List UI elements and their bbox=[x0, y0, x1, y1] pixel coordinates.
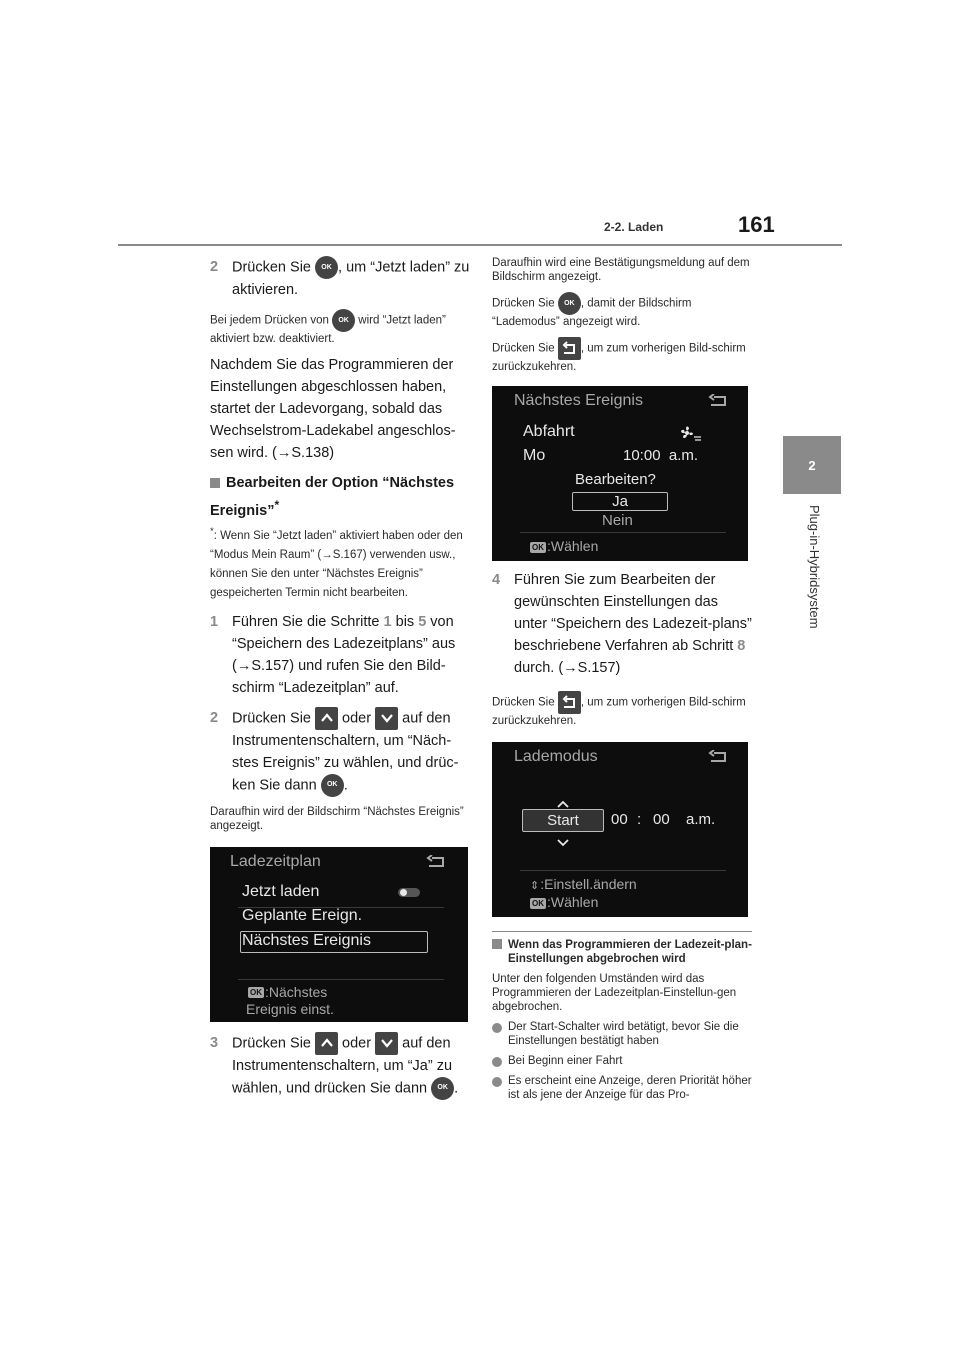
left-column bbox=[210, 256, 472, 1100]
ok-button-icon: OK bbox=[332, 309, 355, 332]
para-ok-lademodus bbox=[492, 292, 752, 329]
hint-text: :Einstell.ändern bbox=[540, 876, 637, 892]
ok-badge-icon: OK bbox=[532, 898, 544, 908]
text-fragment: Drücken Sie bbox=[232, 709, 316, 726]
option-ja-selected: Ja bbox=[572, 492, 668, 511]
note-toggle bbox=[210, 309, 472, 346]
back-icon bbox=[708, 394, 730, 413]
step-2-select bbox=[210, 707, 472, 797]
ok-badge-icon: OK bbox=[532, 542, 544, 552]
down-arrow-icon bbox=[375, 1032, 398, 1055]
divider bbox=[520, 870, 726, 871]
step-number: 3 bbox=[210, 1034, 219, 1051]
text-fragment: , um “Jetzt laden” zu aktivieren. bbox=[232, 259, 470, 298]
step-number: 4 bbox=[492, 572, 501, 588]
text-fragment: Drücken Sie bbox=[492, 342, 558, 355]
ok-button-icon: OK bbox=[431, 1077, 454, 1100]
section-title: 2-2. Laden bbox=[604, 220, 664, 234]
back-icon bbox=[426, 855, 448, 874]
text-fragment: auf den Instrumentenschaltern, um “Ja” zu wählen, und drücken Sie dann bbox=[232, 1034, 453, 1096]
note-screen: Daraufhin wird der Bildschirm “Nächstes Ereignis” angezeigt. bbox=[210, 805, 464, 832]
text-fragment: . bbox=[454, 1079, 459, 1096]
step-ref: 1 bbox=[383, 613, 392, 630]
screen-title: Ladezeitplan bbox=[230, 852, 321, 870]
screen-lademodus bbox=[492, 742, 748, 917]
mode-selector: Start bbox=[522, 809, 604, 832]
step-ref: 5 bbox=[418, 613, 427, 630]
footnote-text: : Wenn Sie “Jetzt laden” aktiviert haben oder den “Modus Mein Raum” (→S.167) verwenden usw., können Sie den unter “Nächstes Ereignis” gespeicherten Termin nicht bearbeiten. bbox=[210, 529, 463, 599]
step-text bbox=[232, 1032, 472, 1100]
step-3 bbox=[210, 1032, 472, 1100]
screen-title: Nächstes Ereignis bbox=[514, 392, 643, 409]
screen-ladezeitplan bbox=[210, 847, 468, 1022]
step-number: 2 bbox=[210, 709, 219, 726]
hint-text: :Nächstes bbox=[265, 983, 328, 1000]
footnote-marker: * bbox=[210, 525, 214, 537]
bullet-text: Es erscheint eine Anzeige, deren Priorität höher ist als jene der Anzeige für das Pro- bbox=[508, 1075, 752, 1101]
hint-line-2 bbox=[530, 894, 598, 910]
heading-text: Wenn das Programmieren der Ladezeit-plan-Einstellungen abgebrochen wird bbox=[508, 939, 752, 965]
text-fragment: Drücken Sie bbox=[232, 1034, 316, 1051]
step-text bbox=[514, 569, 752, 679]
square-bullet-icon bbox=[492, 939, 502, 949]
label-abfahrt: Abfahrt bbox=[523, 423, 575, 440]
square-bullet-icon bbox=[210, 478, 220, 488]
text-fragment: . bbox=[343, 776, 348, 793]
day-label: Mo bbox=[523, 447, 546, 464]
option-nein: Nein bbox=[602, 512, 633, 529]
text-fragment: von “Speichern des Ladezeitplans” aus (→S.157) und rufen Sie den Bild-schirm “Ladezeitplan” auf. bbox=[232, 613, 456, 696]
circle-bullet-icon bbox=[492, 1023, 502, 1033]
divider bbox=[238, 979, 444, 980]
hint-text: :Wählen bbox=[547, 894, 599, 910]
text-fragment: bis bbox=[391, 613, 419, 630]
hint-line-1 bbox=[530, 876, 637, 892]
step-1 bbox=[210, 611, 472, 699]
text-fragment: Führen Sie zum Bearbeiten der gewünschten Einstellungen das unter “Speichern des Ladezeit-plans” beschriebene Verfahren ab Schritt bbox=[514, 572, 752, 654]
step-text bbox=[232, 707, 472, 797]
para-abort: Unter den folgenden Umständen wird das Programmieren der Ladezeitplan-Einstellun-gen abgebrochen. bbox=[492, 973, 737, 1013]
step-2-activate bbox=[210, 256, 472, 301]
circle-bullet-icon bbox=[492, 1077, 502, 1087]
text-fragment: Bei jedem Drücken von bbox=[210, 314, 333, 327]
bullet-item bbox=[492, 1074, 752, 1102]
bullet-text: Der Start-Schalter wird betätigt, bevor Sie die Einstellungen bestätigt haben bbox=[508, 1021, 739, 1047]
up-arrow-icon bbox=[315, 1032, 338, 1055]
paragraph-charging: Nachdem Sie das Programmieren der Einstellungen abgeschlossen haben, startet der Ladevorgang, sobald das Wechselstrom-Ladekabel angeschlos-sen wird. (→S.138) bbox=[210, 357, 456, 461]
section-heading-2 bbox=[492, 938, 752, 966]
ampm-value: a.m. bbox=[686, 811, 716, 828]
back-icon bbox=[708, 750, 730, 769]
text-fragment: Führen Sie die Schritte bbox=[232, 613, 384, 630]
hint-line-2: Ereignis einst. bbox=[246, 1000, 334, 1017]
footnote-marker: * bbox=[274, 498, 280, 512]
menu-item-geplante: Geplante Ereign. bbox=[242, 906, 363, 924]
header-rule bbox=[118, 244, 842, 246]
minute-value: 00 bbox=[653, 811, 670, 828]
text-fragment: durch. (→S.157) bbox=[514, 660, 621, 676]
text-fragment: Drücken Sie bbox=[232, 259, 316, 276]
page-number: 161 bbox=[738, 212, 775, 237]
back-button-icon bbox=[558, 691, 581, 714]
ok-button-icon: OK bbox=[315, 256, 338, 279]
section-heading bbox=[210, 472, 472, 522]
step-ref: 8 bbox=[737, 638, 746, 654]
para-confirmation: Daraufhin wird eine Bestätigungsmeldung auf dem Bildschirm angezeigt. bbox=[492, 257, 750, 283]
time-label: 10:00 a.m. bbox=[623, 447, 699, 464]
ok-badge-icon: OK bbox=[250, 988, 262, 998]
circle-bullet-icon bbox=[492, 1057, 502, 1067]
toggle-switch bbox=[398, 888, 420, 897]
ok-button-icon: OK bbox=[558, 292, 581, 315]
chapter-tab bbox=[783, 436, 841, 494]
footnote bbox=[210, 522, 472, 603]
hint-text: :Wählen bbox=[547, 538, 599, 554]
step-text bbox=[232, 611, 472, 699]
menu-item-jetzt-laden: Jetzt laden bbox=[242, 882, 320, 900]
text-fragment: oder bbox=[338, 1034, 376, 1051]
confirm-question: Bearbeiten? bbox=[575, 471, 656, 488]
text-fragment: , um zum vorherigen Bild-schirm zurückzukehren. bbox=[492, 342, 746, 373]
right-column bbox=[492, 256, 752, 1102]
bullet-item bbox=[492, 1020, 752, 1048]
bullet-item bbox=[492, 1054, 752, 1068]
text-fragment: Drücken Sie bbox=[492, 297, 558, 310]
chevron-down-icon bbox=[556, 834, 570, 852]
heading-text: Bearbeiten der Option “Nächstes Ereignis” bbox=[210, 475, 455, 519]
screen-naechstes-ereignis bbox=[492, 386, 748, 561]
menu-item-naechstes: Nächstes Ereignis bbox=[242, 931, 371, 949]
para-back-2 bbox=[492, 691, 752, 728]
toggle-knob bbox=[400, 889, 407, 896]
hint-line-1 bbox=[248, 984, 327, 1000]
step-number: 1 bbox=[210, 613, 219, 630]
bullet-text: Bei Beginn einer Fahrt bbox=[508, 1055, 623, 1067]
climate-fan-icon bbox=[678, 424, 702, 447]
down-arrow-icon bbox=[375, 707, 398, 730]
step-number: 2 bbox=[210, 259, 219, 275]
up-arrow-icon bbox=[315, 707, 338, 730]
screen-title: Lademodus bbox=[514, 748, 598, 765]
para-back bbox=[492, 337, 752, 374]
chapter-number: 2 bbox=[808, 457, 816, 473]
hour-value: 00 bbox=[611, 811, 628, 828]
divider bbox=[520, 532, 726, 533]
step-text bbox=[232, 256, 472, 301]
step-4 bbox=[492, 569, 752, 679]
back-button-icon bbox=[558, 337, 581, 360]
chapter-title: Plug-in-Hybridsystem bbox=[807, 505, 822, 629]
text-fragment: , um zum vorherigen Bild-schirm zurückzukehren. bbox=[492, 696, 746, 727]
time-separator: : bbox=[637, 811, 642, 828]
text-fragment: , damit der Bildschirm “Lademodus” angezeigt wird. bbox=[492, 297, 692, 328]
text-fragment: wird “Jetzt laden” aktiviert bzw. deaktiviert. bbox=[210, 314, 446, 345]
hint-line bbox=[530, 538, 598, 554]
text-fragment: auf den Instrumentenschaltern, um “Näch-stes Ereignis” zu wählen, und drüc-ken Sie dann bbox=[232, 709, 459, 793]
text-fragment: oder bbox=[338, 709, 376, 726]
ok-button-icon: OK bbox=[321, 774, 344, 797]
text-fragment: Drücken Sie bbox=[492, 696, 558, 709]
up-down-icon: ⇕ bbox=[530, 880, 540, 892]
